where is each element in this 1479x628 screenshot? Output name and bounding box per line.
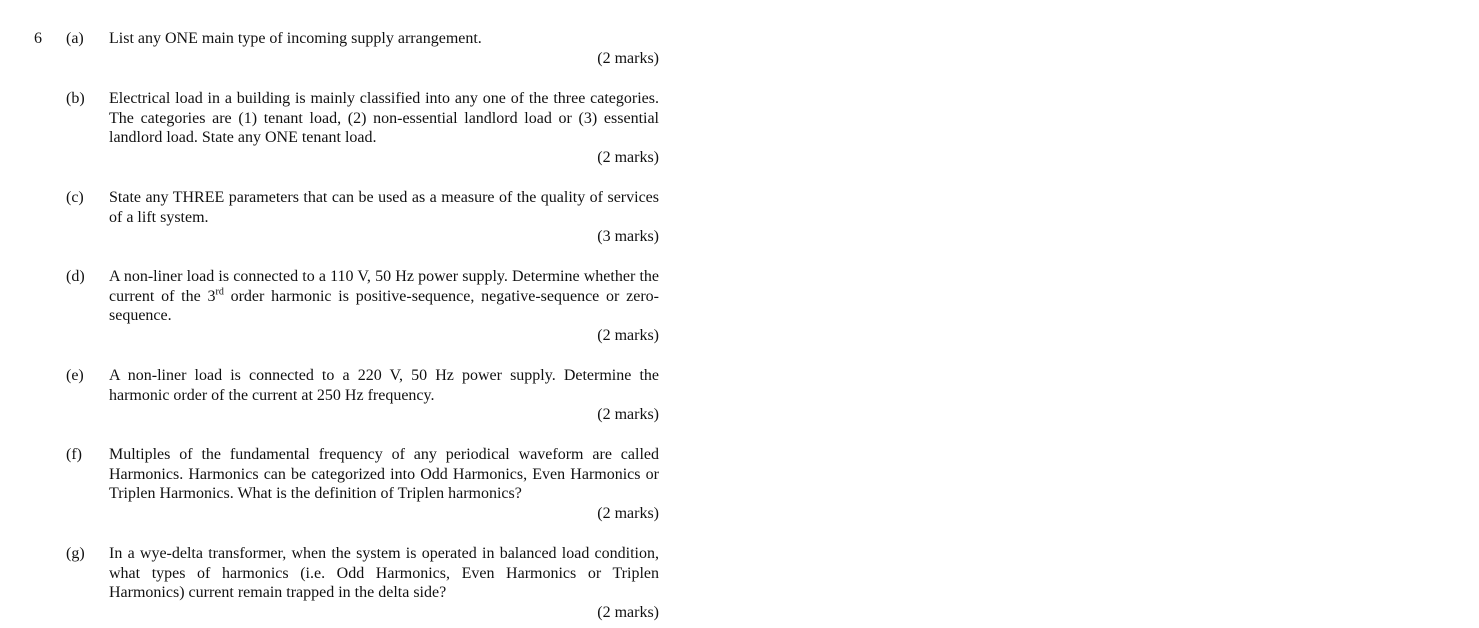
part-marks: (2 marks)	[597, 604, 659, 621]
part-marks: (2 marks)	[597, 149, 659, 166]
part-label: (f)	[66, 446, 82, 463]
part-label: (c)	[66, 189, 84, 206]
part-marks: (2 marks)	[597, 327, 659, 344]
part-label: (d)	[66, 268, 85, 285]
part-text: List any ONE main type of incoming supply arrangement.	[109, 30, 482, 47]
part-marks: (3 marks)	[597, 228, 659, 245]
part-marks: (2 marks)	[597, 50, 659, 67]
part-label: (a)	[66, 30, 84, 47]
part-text-after: order harmonic is positive-sequence, negative-sequence or zero-sequence.	[109, 287, 659, 324]
part-text: In a wye-delta transformer, when the system is operated in balanced load condition, what types of harmonics (i.e. Odd Harmonics, Even Harmonics or Triplen Harmonics) current remain trapped in the delta side?	[109, 545, 659, 601]
part-text-before: A non-liner load is connected to a 110 V, 50 Hz power supply. Determine whether the current of the 3	[109, 268, 659, 305]
part-text: State any THREE parameters that can be used as a measure of the quality of services of a lift system.	[109, 189, 659, 226]
part-text	[109, 267, 659, 326]
part-label: (e)	[66, 367, 84, 384]
part-text: Multiples of the fundamental frequency of any periodical waveform are called Harmonics. Harmonics can be categorized into Odd Harmonics, Even Harmonics or Triplen Harmonics. What is the definition of Triplen harmonics?	[109, 446, 659, 502]
part-label: (g)	[66, 545, 85, 562]
question-number: 6	[34, 30, 42, 47]
ordinal-superscript: rd	[215, 286, 224, 298]
part-label: (b)	[66, 90, 85, 107]
part-marks: (2 marks)	[597, 406, 659, 423]
part-text: Electrical load in a building is mainly classified into any one of the three categories. The categories are (1) tenant load, (2) non-essential landlord load or (3) essential landlord load. State any ONE tenant load.	[109, 90, 659, 146]
part-text: A non-liner load is connected to a 220 V, 50 Hz power supply. Determine the harmonic order of the current at 250 Hz frequency.	[109, 367, 659, 404]
part-marks: (2 marks)	[597, 505, 659, 522]
